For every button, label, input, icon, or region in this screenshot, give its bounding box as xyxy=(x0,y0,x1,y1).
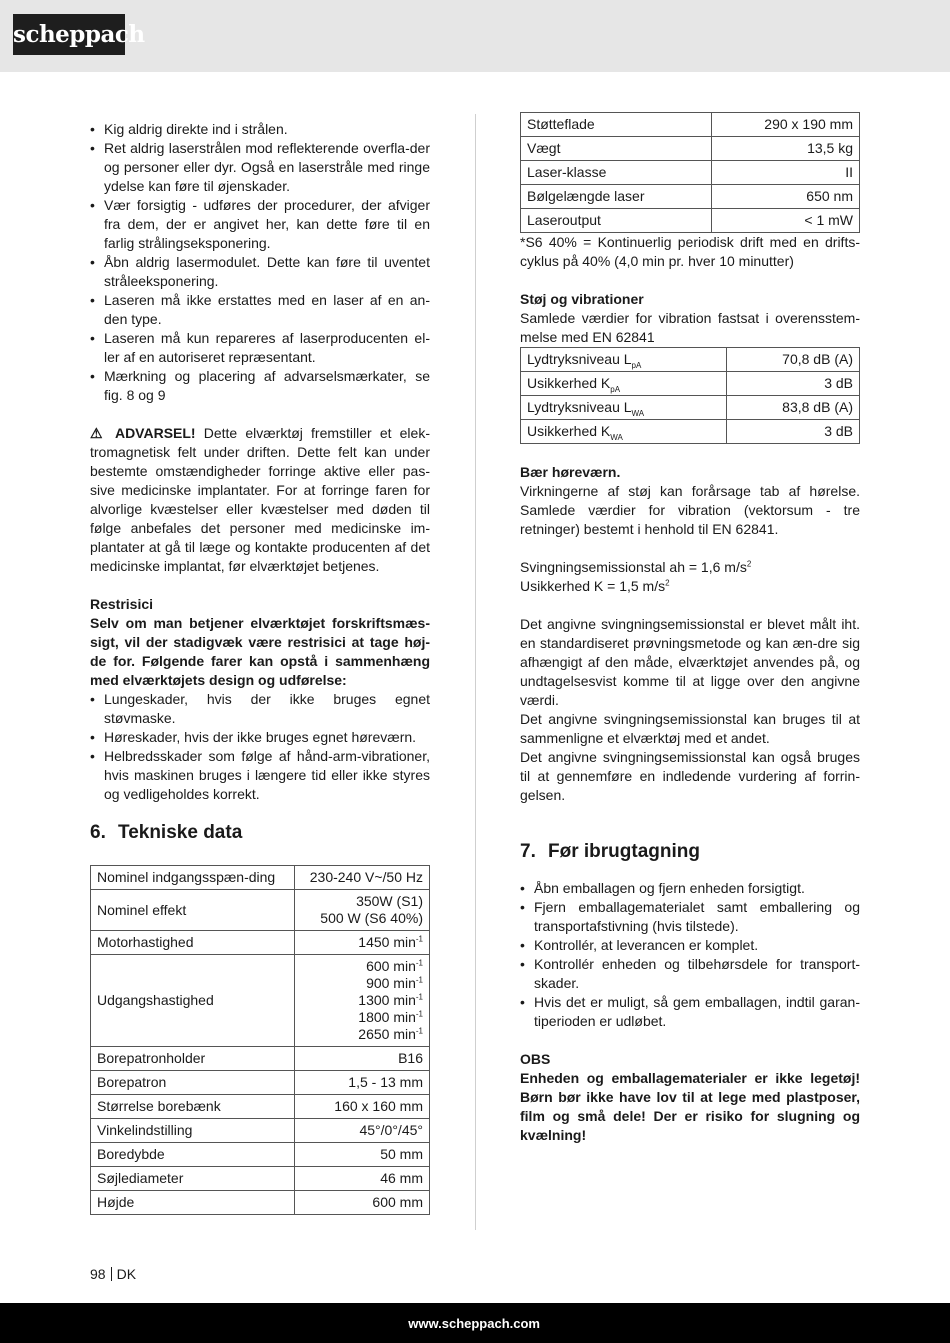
spec-value xyxy=(295,1095,430,1119)
separator-bar xyxy=(111,1267,112,1281)
table-row xyxy=(521,209,860,233)
list-item: • Kig aldrig direkte ind i strålen. xyxy=(90,120,430,139)
vibration-paragraph-2: Det angivne svingningsemissionstal kan bruges til at sammenligne et elværktøj med et andet. xyxy=(520,711,860,746)
table-row xyxy=(91,1167,430,1191)
list-item: • Lungeskader, hvis der ikke bruges egnet støvmaske. xyxy=(90,690,430,728)
obs-text: Enheden og emballagematerialer er ikke legetøj! Børn bør ikke have lov til at lege med plastposer, film og små dele! Der er risiko for slugning og kvælning! xyxy=(520,1070,860,1143)
spec-value-line: 600 $\min^{-1}$ xyxy=(366,958,423,974)
spec-label: Nominel effekt xyxy=(91,890,295,931)
list-item: • Vær forsigtig - udføres der procedurer, der afviger fra dem, der er angivet her, kan dette føre til en farlig strålingseksponering. xyxy=(90,196,430,253)
spec-value-line: 45°/0°/45° xyxy=(359,1122,423,1138)
table-row xyxy=(521,420,860,444)
spec-value xyxy=(295,1143,430,1167)
table-row xyxy=(91,1191,430,1215)
unit-exponent: -1 xyxy=(415,958,423,968)
unit-exponent: -1 xyxy=(415,975,423,985)
spec-value-line: 1,5 - 13 mm xyxy=(348,1074,423,1090)
spec-value-line: 46 mm xyxy=(380,1170,423,1186)
noise-subscript: WA xyxy=(631,408,645,418)
noise-subscript: pA xyxy=(631,360,642,370)
spec-label: Laseroutput xyxy=(521,209,712,233)
table-row xyxy=(521,161,860,185)
table-row xyxy=(91,1143,430,1167)
spec-value-line: 900 $\min^{-1}$ xyxy=(366,975,423,991)
spec-label: Højde xyxy=(91,1191,295,1215)
noise-label: Lydtryksniveau $L_{pA}$ xyxy=(521,348,727,372)
left-column xyxy=(90,120,430,1215)
list-item: • Høreskader, hvis der ikke bruges egnet høreværn. xyxy=(90,728,430,747)
list-item: • Laseren må ikke erstattes med en laser af en an-den type. xyxy=(90,291,430,329)
footer-bar xyxy=(0,1303,950,1343)
list-item: • Åbn aldrig lasermodulet. Dette kan føre til uventet stråleeksponering. xyxy=(90,253,430,291)
table-row xyxy=(91,931,430,955)
spec-value xyxy=(295,1119,430,1143)
table-row xyxy=(521,396,860,420)
noise-value: 3 dB xyxy=(727,372,860,396)
vibration-paragraph-3: Det angivne svingningsemissionstal kan også bruges til at gennemføre en indledende vurdering af forrin-gelsen. xyxy=(520,749,860,803)
spec-label: Laser-klasse xyxy=(521,161,712,185)
table-row xyxy=(91,890,430,931)
spec-value: 650 nm xyxy=(711,185,859,209)
spec-label: Borepatronholder xyxy=(91,1047,295,1071)
before-use-list xyxy=(520,879,860,1031)
unit-exponent: -1 xyxy=(415,1026,423,1036)
table-row xyxy=(521,185,860,209)
spec-label: Vinkelindstilling xyxy=(91,1119,295,1143)
unit-exponent: -1 xyxy=(415,934,423,944)
spec-label: Nominel indgangsspæn-ding xyxy=(91,866,295,890)
column-divider xyxy=(475,114,476,1230)
spec-value xyxy=(295,890,430,931)
spec-label: Størrelse borebænk xyxy=(91,1095,295,1119)
list-item: • Mærkning og placering af advarselsmærkater, se fig. 8 og 9 xyxy=(90,367,430,405)
noise-value: 83,8 dB (A) xyxy=(727,396,860,420)
hearing-text: Virkningerne af støj kan forårsage tab af hørelse. Samlede værdier for vibration (vektorsum - tre retninger) bestemt i henhold til EN 62841. xyxy=(520,483,860,537)
warning-triangle-icon: ⚠ xyxy=(90,425,107,441)
list-item: • Kontrollér, at leverancen er komplet. xyxy=(520,936,860,955)
section-7-heading: 7. Før ibrugtagning xyxy=(520,841,700,862)
obs-title: OBS xyxy=(520,1051,551,1067)
noise-title: Støj og vibrationer xyxy=(520,291,644,307)
vibration-paragraph-1: Det angivne svingningsemissionstal er blevet målt iht. en standardiseret prøvningsmetode og kan æn-dre sig afhængigt af den måde, elværktøjet anvendes på, og undtagelsesvist komme til at ligge over den angivne værdi. xyxy=(520,616,860,708)
list-item: • Laseren må kun repareres af laserproducenten el-ler af en autoriseret repræsentant. xyxy=(90,329,430,367)
spec-value-line: 1300 $\min^{-1}$ xyxy=(358,992,423,1008)
noise-label: Lydtryksniveau $L_{WA}$ xyxy=(521,396,727,420)
warning-label: ADVARSEL! xyxy=(114,425,196,441)
noise-table xyxy=(520,347,860,444)
spec-value xyxy=(295,866,430,890)
scheppach-logo: scheppach xyxy=(13,14,125,55)
table-row xyxy=(521,113,860,137)
spec-label: Udgangshastighed xyxy=(91,955,295,1047)
spec-value xyxy=(295,931,430,955)
spec-value xyxy=(295,955,430,1047)
vibration-value: Svingningsemissionstal ah = 1,6 $m/s^2$ xyxy=(520,559,752,575)
spec-value-line: 160 x 160 mm xyxy=(334,1098,423,1114)
noise-subscript: pA xyxy=(610,384,621,394)
spec-value-line: B16 xyxy=(398,1050,423,1066)
noise-value: 3 dB xyxy=(727,420,860,444)
section-6-heading: 6. Tekniske data xyxy=(90,822,243,843)
list-item: • Ret aldrig laserstrålen mod reflekterende overfla-der og personer eller dyr. Også en laserstråle med ringe ydelse kan føre til øjenskader. xyxy=(90,139,430,196)
noise-text: Samlede værdier for vibration fastsat i overensstem-melse med EN 62841 xyxy=(520,310,860,345)
spec-value xyxy=(295,1047,430,1071)
table-row xyxy=(521,348,860,372)
restrisici-title: Restrisici xyxy=(90,596,154,612)
list-item: • Fjern emballagematerialet samt emballering og transportafstivning (hvis tilstede). xyxy=(520,898,860,936)
unit-exponent: -1 xyxy=(415,1009,423,1019)
spec-label: Støtteflade xyxy=(521,113,712,137)
spec-value-line: 2650 $\min^{-1}$ xyxy=(358,1026,423,1042)
table-row xyxy=(91,866,430,890)
spec-value xyxy=(295,1167,430,1191)
table-row xyxy=(91,1071,430,1095)
noise-subscript: WA xyxy=(610,432,623,442)
list-item: • Hvis det er muligt, så gem emballagen, indtil garan-tiperioden er udløbet. xyxy=(520,993,860,1031)
spec-value-line: 600 mm xyxy=(372,1194,423,1210)
spec-value-line: 1800 $\min^{-1}$ xyxy=(358,1009,423,1025)
spec-label: Motorhastighed xyxy=(91,931,295,955)
header-bar xyxy=(0,0,950,72)
table-row xyxy=(91,1095,430,1119)
spec-value: II xyxy=(711,161,859,185)
spec-value: 13,5 kg xyxy=(711,137,859,161)
spec-value-line: 500 W (S6 40%) xyxy=(320,910,423,926)
spec-value xyxy=(295,1191,430,1215)
s6-note: *S6 40% = Kontinuerlig periodisk drift med en drifts-cyklus på 40% (4,0 min pr. hver 10 minutter) xyxy=(520,234,860,269)
warning-paragraph xyxy=(90,424,430,576)
unit-exponent: -1 xyxy=(415,992,423,1002)
spec-value-line: 350W (S1) xyxy=(356,893,423,909)
list-item: • Kontrollér enheden og tilbehørsdele for transport-skader. xyxy=(520,955,860,993)
spec-value: 290 x 190 mm xyxy=(711,113,859,137)
technical-data-table xyxy=(90,865,430,1215)
table-row xyxy=(91,955,430,1047)
restrisici-intro: Selv om man betjener elværktøjet forskriftsmæs-sigt, vil der stadigvæk være restrisici at tage høj-de for. Følgende farer kan opstå i sammenhæng med elværktøjets design og udførelse: xyxy=(90,615,430,688)
spec-value-line: 230-240 V~/50 Hz xyxy=(309,869,423,885)
spec-label: Borepatron xyxy=(91,1071,295,1095)
table-row xyxy=(91,1047,430,1071)
hearing-title: Bær høreværn. xyxy=(520,464,621,480)
list-item: • Åbn emballagen og fjern enheden forsigtigt. xyxy=(520,879,860,898)
spec-label: Bølgelængde laser xyxy=(521,185,712,209)
noise-value: 70,8 dB (A) xyxy=(727,348,860,372)
spec-label: Vægt xyxy=(521,137,712,161)
list-item: • Helbredsskader som følge af hånd-arm-vibrationer, hvis maskinen bruges i længere tid eller ikke styres og vedligeholdes korrekt. xyxy=(90,747,430,804)
website-url: www.scheppach.com xyxy=(408,1316,540,1331)
spec-label: Søjlediameter xyxy=(91,1167,295,1191)
table-row xyxy=(521,137,860,161)
spec-label: Boredybde xyxy=(91,1143,295,1167)
noise-label: Usikkerhed $K_{pA}$ xyxy=(521,372,727,396)
spec-value xyxy=(295,1071,430,1095)
laser-safety-list xyxy=(90,120,430,405)
technical-data-table-continued xyxy=(520,112,860,233)
table-row xyxy=(91,1119,430,1143)
risk-list xyxy=(90,690,430,804)
right-column xyxy=(520,112,860,1145)
warning-text: Dette elværktøj fremstiller et elek-tromagnetisk felt under driften. Dette felt kan under bestemte omstændigheder forringe aktive eller pas-sive medicinske implantater. For at forringe faren for alvorlige kvæstelser eller kvæstelser med døden til følge anbefales det personer med medicinske im-plantater at gå til læge og kontakte producenten af det medicinske implantat, før elværktøjet betjenes. xyxy=(90,425,430,574)
vibration-uncertainty: Usikkerhed K = 1,5 $m/s^2$ xyxy=(520,578,670,594)
spec-value-line: 1450 $\min^{-1}$ xyxy=(358,934,423,950)
page-number: 98 DK xyxy=(90,1266,137,1282)
spec-value: < 1 mW xyxy=(711,209,859,233)
spec-value-line: 50 mm xyxy=(380,1146,423,1162)
table-row xyxy=(521,372,860,396)
noise-label: Usikkerhed $K_{WA}$ xyxy=(521,420,727,444)
